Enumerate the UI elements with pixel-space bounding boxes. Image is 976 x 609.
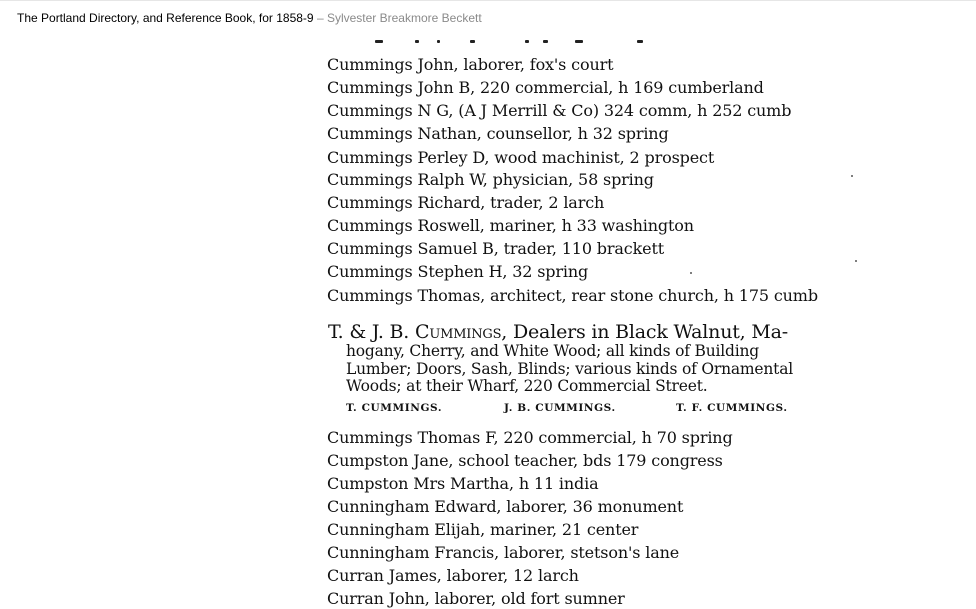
- directory-entry: Cummings Ralph W, physician, 58 spring: [327, 170, 654, 189]
- directory-entry: Curran John, laborer, old fort sumner: [327, 589, 625, 608]
- cummings-advertisement: [328, 321, 833, 416]
- advertisement-line: Woods; at their Wharf, 220 Commercial Street.: [346, 377, 708, 395]
- directory-entry: Cumpston Mrs Martha, h 11 india: [327, 474, 599, 493]
- partner-name: T. CUMMINGS.: [346, 401, 443, 414]
- directory-entry: Cummings N G, (A J Merrill & Co) 324 comm, h 252 cumb: [327, 101, 792, 120]
- ad-firm-name: Cummings,: [414, 321, 508, 343]
- scanned-page: [300, 32, 860, 609]
- directory-entry: Cummings John B, 220 commercial, h 169 cumberland: [327, 78, 764, 97]
- directory-entry: Cummings John, laborer, fox's court: [327, 55, 614, 74]
- title-bar: [0, 0, 976, 33]
- ad-heading-rest: Dealers in Black Walnut, Ma-: [512, 321, 788, 343]
- directory-entry: Cummings Perley D, wood machinist, 2 prospect: [327, 148, 715, 167]
- directory-entry: Cunningham Edward, laborer, 36 monument: [327, 497, 684, 516]
- title-separator: –: [313, 11, 327, 25]
- directory-entry: Curran James, laborer, 12 larch: [327, 566, 579, 585]
- ad-lead: T. & J. B.: [328, 321, 410, 343]
- directory-entry: Cunningham Elijah, mariner, 21 center: [327, 520, 639, 539]
- book-title: The Portland Directory, and Reference Book, for 1858-9: [17, 11, 314, 25]
- title-text: [17, 11, 482, 25]
- directory-entry: Cummings Stephen H, 32 spring: [327, 262, 589, 281]
- scan-speck: [690, 272, 692, 274]
- directory-entry: Cummings Roswell, mariner, h 33 washington: [327, 216, 694, 235]
- directory-entry: Cummings Samuel B, trader, 110 brackett: [327, 239, 665, 258]
- scan-speck: [855, 260, 857, 262]
- cut-off-previous-line: [375, 40, 645, 45]
- advertisement-partners: [328, 398, 833, 416]
- directory-entry: Cummings Thomas, architect, rear stone church, h 175 cumb: [327, 286, 818, 305]
- directory-entry: Cumpston Jane, school teacher, bds 179 congress: [327, 451, 723, 470]
- partner-name: J. B. CUMMINGS.: [504, 401, 616, 414]
- directory-entry: Cunningham Francis, laborer, stetson's lane: [327, 543, 680, 562]
- advertisement-line: hogany, Cherry, and White Wood; all kinds of Building: [346, 342, 759, 360]
- book-author: Sylvester Breakmore Beckett: [326, 11, 482, 25]
- scan-speck: [851, 175, 853, 177]
- directory-entry: Cummings Nathan, counsellor, h 32 spring: [327, 124, 669, 143]
- partner-name: T. F. CUMMINGS.: [676, 401, 788, 414]
- advertisement-heading: [328, 321, 833, 343]
- directory-entry: Cummings Thomas F, 220 commercial, h 70 spring: [327, 428, 733, 447]
- directory-entry: Cummings Richard, trader, 2 larch: [327, 193, 605, 212]
- advertisement-line: Lumber; Doors, Sash, Blinds; various kinds of Ornamental: [346, 359, 794, 378]
